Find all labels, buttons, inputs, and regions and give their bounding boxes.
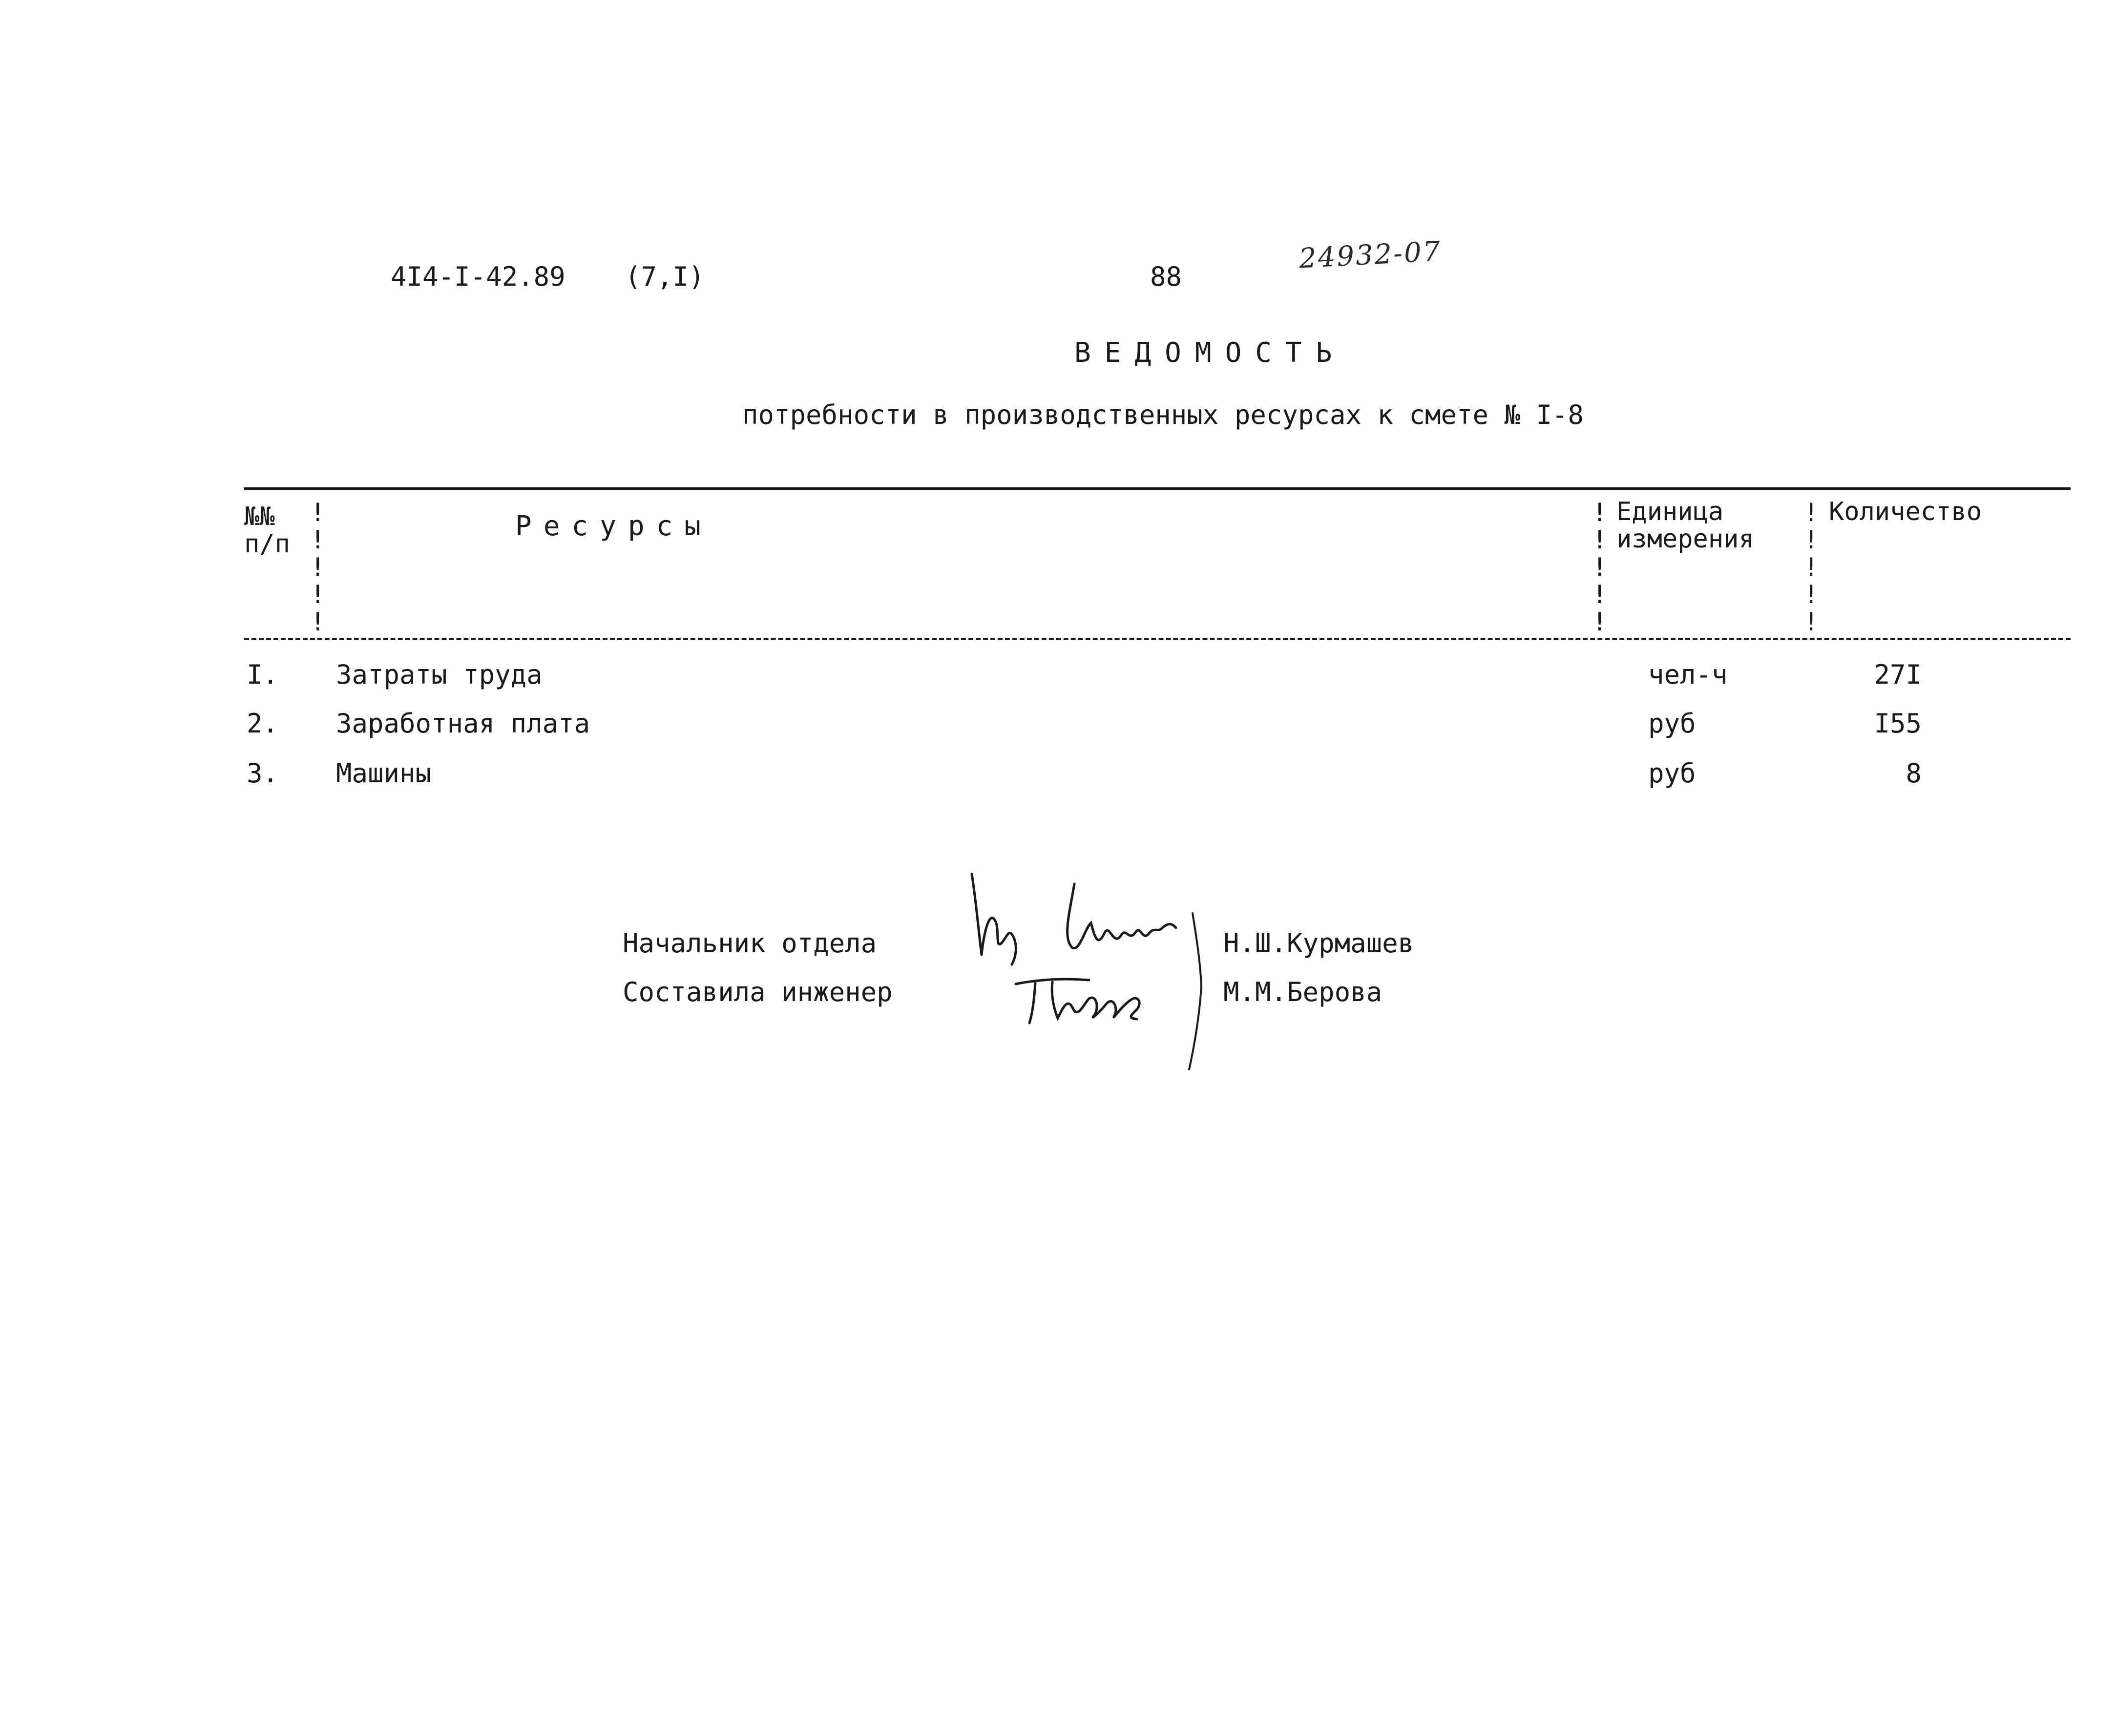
- row-number: 3.: [247, 758, 279, 789]
- row-quantity: 27I: [1874, 659, 1922, 690]
- col-separator: ! ! ! ! !: [310, 498, 326, 637]
- col-header-resources: Ресурсы: [515, 510, 713, 542]
- row-resource-name: Заработная плата: [336, 708, 590, 739]
- signer-role: Составила инженер: [623, 977, 893, 1007]
- row-number: 2.: [247, 708, 279, 739]
- col-header-unit: [1616, 498, 1754, 553]
- row-resource-name: Машины: [336, 758, 432, 789]
- row-quantity: I55: [1874, 708, 1922, 739]
- page-title: ВЕДОМОСТЬ: [1074, 337, 1346, 369]
- col-header-num-line1: №№: [244, 502, 275, 531]
- page-number: 88: [1150, 261, 1182, 292]
- col-header-unit-line2: измерения: [1616, 524, 1754, 554]
- col-header-num-line2: п/п: [244, 529, 290, 559]
- signer-name: Н.Ш.Курмашев: [1223, 928, 1414, 959]
- document-code: 4I4-I-42.89: [391, 261, 566, 292]
- row-unit: чел-ч: [1648, 659, 1728, 690]
- signature-engineer-icon: [1011, 969, 1148, 1033]
- row-resource-name: Затраты труда: [336, 659, 543, 690]
- signer-role: Начальник отдела: [623, 928, 877, 959]
- page-subtitle: потребности в производственных ресурсах к смете № I-8: [742, 399, 1584, 430]
- row-unit: руб: [1648, 708, 1696, 739]
- signer-name: М.М.Берова: [1223, 977, 1383, 1007]
- col-header-unit-line1: Единица: [1616, 497, 1724, 526]
- row-unit: руб: [1648, 758, 1696, 789]
- col-header-qty: Количество: [1829, 497, 1982, 526]
- col-header-num: [244, 503, 290, 558]
- archive-number: 24932-07: [1298, 235, 1443, 275]
- table-header-rule: [244, 638, 2071, 640]
- col-separator: ! ! ! ! !: [1803, 498, 1819, 637]
- col-separator: ! ! ! ! !: [1592, 498, 1608, 637]
- row-number: I.: [247, 659, 279, 690]
- row-quantity: 8: [1906, 758, 1922, 789]
- section-number: (7,I): [625, 261, 705, 292]
- table-top-rule: [244, 487, 2071, 490]
